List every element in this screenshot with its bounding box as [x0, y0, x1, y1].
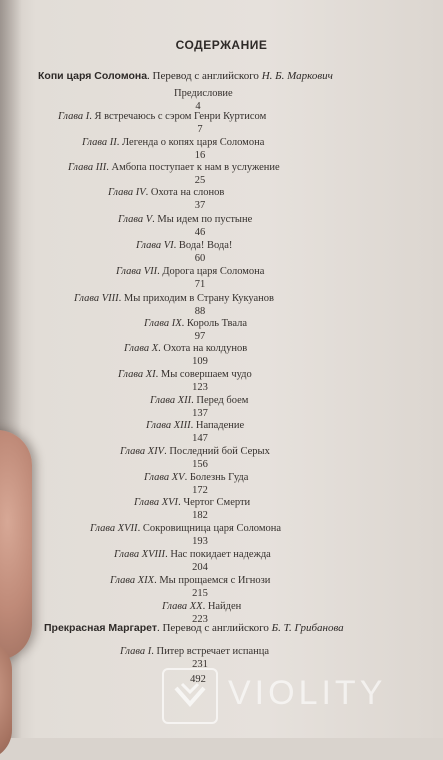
chapter-label: Глава VI — [136, 240, 174, 251]
chapter-title: . Болезнь Гуда — [184, 472, 249, 483]
chapter-label: Глава XVI — [134, 497, 179, 508]
toc-entry — [118, 369, 252, 380]
chapter-label: Глава III — [68, 162, 107, 173]
preface-page: 4 — [195, 101, 201, 112]
chapter-title: . Нападение — [190, 420, 245, 431]
chapter-label: Глава V — [118, 214, 153, 225]
chapter-page: 147 — [192, 433, 208, 444]
toc-entry — [108, 187, 224, 198]
chapter-title: . Я встречаюсь с сэром Генри Куртисом — [89, 111, 267, 122]
watermark — [162, 668, 432, 722]
chapter-label: Глава X — [124, 343, 159, 354]
book2-heading — [44, 622, 424, 634]
chapter-title: . Нас покидает надежда — [165, 549, 271, 560]
watermark-text: VIOLITY — [228, 674, 387, 712]
chapter-title: . Легенда о копях царя Соломона — [116, 137, 265, 148]
chapter-title: . Найден — [202, 601, 242, 612]
toc-entry — [134, 497, 250, 508]
toc-entry — [124, 343, 247, 354]
chapter-title: . Дорога царя Соломона — [157, 266, 265, 277]
toc-entry — [136, 240, 232, 251]
toc-entry — [120, 646, 269, 657]
chapter-page: 137 — [192, 408, 208, 419]
chapter-title: . Мы прощаемся с Игнози — [154, 575, 271, 586]
chapter-page: 172 — [192, 485, 208, 496]
chapter-label: Глава XVII — [90, 523, 138, 534]
book2-last-page: 492 — [190, 674, 206, 685]
chapter-label: Глава I — [120, 646, 152, 657]
book2-title: Прекрасная Маргарет — [44, 622, 157, 634]
toc-entry — [68, 162, 280, 173]
book1-title: Копи царя Соломона — [38, 70, 148, 82]
chapter-page: 193 — [192, 536, 208, 547]
chapter-label: Глава XX — [162, 601, 203, 612]
chapter-title: . Чертог Смерти — [178, 497, 251, 508]
chapter-label: Глава XV — [144, 472, 185, 483]
chapter-title: . Мы приходим в Страну Кукуанов — [118, 293, 275, 304]
book2-translator: Б. Т. Грибанова — [271, 622, 344, 634]
toc-entry — [144, 318, 247, 329]
book1-translation: . Перевод с английского — [147, 70, 259, 82]
toc-entry — [150, 395, 248, 406]
toc-entry — [162, 601, 241, 612]
chapter-title: . Мы идем по пустыне — [152, 214, 253, 225]
chapter-label: Глава II — [82, 137, 117, 148]
toc-entry — [120, 446, 270, 457]
book1-translator: Н. Б. Маркович — [261, 70, 333, 82]
chapter-label: Глава XIX — [110, 575, 155, 586]
toc-entry — [116, 266, 264, 277]
toc-entry — [82, 137, 264, 148]
toc-entry — [74, 293, 274, 304]
chapter-page: 71 — [194, 279, 206, 290]
chapter-label: Глава VIII — [74, 293, 119, 304]
chapter-label: Глава XVIII — [114, 549, 166, 560]
book2-translation: . Перевод с английского — [156, 622, 269, 634]
chapter-title: . Перед боем — [191, 395, 249, 406]
thumb — [0, 430, 32, 660]
chapter-title: . Последний бой Серых — [164, 446, 270, 457]
chapter-title: . Амбопа поступает к нам в услужение — [106, 162, 280, 173]
chapter-label: Глава VII — [116, 266, 158, 277]
chapter-page: 215 — [192, 588, 208, 599]
toc-entry — [90, 523, 281, 534]
chapter-page: 60 — [194, 253, 206, 264]
chapter-page: 182 — [192, 510, 208, 521]
chapter-title: . Мы совершаем чудо — [155, 369, 252, 380]
chapter-label: Глава XII — [150, 395, 192, 406]
chapter-page: 37 — [194, 200, 206, 211]
toc-entry — [144, 472, 248, 483]
toc-entry — [118, 214, 252, 225]
page-title: СОДЕРЖАНИЕ — [175, 38, 268, 52]
chapter-label: Глава IX — [144, 318, 182, 329]
chapter-page: 46 — [194, 227, 206, 238]
preface-title: Предисловие — [174, 88, 233, 99]
chapter-page: 7 — [197, 124, 203, 135]
chapter-page: 25 — [194, 175, 206, 186]
chapter-label: Глава XI — [118, 369, 156, 380]
chapter-label: Глава XIV — [120, 446, 165, 457]
chapter-page: 16 — [194, 150, 206, 161]
chapter-page: 97 — [194, 331, 206, 342]
chapter-page: 156 — [192, 459, 208, 470]
book1-heading — [38, 70, 418, 82]
chapter-title: . Охота на колдунов — [158, 343, 248, 354]
chapter-title: . Вода! Вода! — [173, 240, 233, 251]
chapter-page: 223 — [192, 614, 208, 625]
chapter-page: 204 — [192, 562, 208, 573]
chapter-title: . Питер встречает испанца — [151, 646, 270, 657]
chapter-label: Глава I — [58, 111, 90, 122]
chapter-title: . Король Твала — [181, 318, 248, 329]
chapter-title: . Охота на слонов — [145, 187, 225, 198]
chapter-label: Глава IV — [108, 187, 146, 198]
toc-entry — [110, 575, 270, 586]
chapter-page: 123 — [192, 382, 208, 393]
chapter-page: 231 — [192, 659, 208, 670]
toc-entry — [58, 111, 266, 122]
chapter-label: Глава XIII — [146, 420, 191, 431]
chapter-page: 88 — [194, 306, 206, 317]
chapter-page: 109 — [192, 356, 208, 367]
watermark-logo-icon — [162, 668, 218, 724]
chapter-title: . Сокровищница царя Соломона — [137, 523, 282, 534]
toc-entry — [114, 549, 271, 560]
toc-entry — [146, 420, 244, 431]
